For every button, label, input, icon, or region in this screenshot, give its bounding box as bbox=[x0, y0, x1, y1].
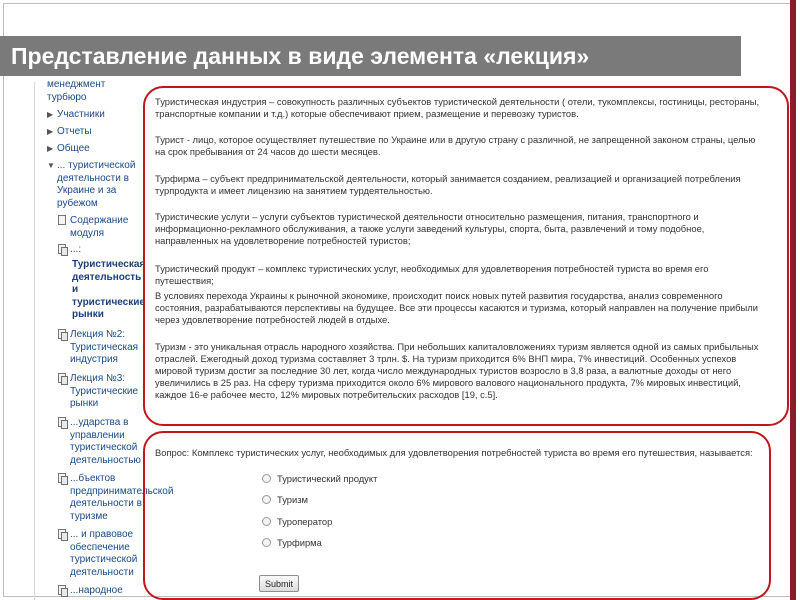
sidebar-item-label: Содержание модуля bbox=[70, 215, 129, 239]
lecture-icon bbox=[57, 373, 68, 386]
sidebar-item-general[interactable] bbox=[47, 143, 143, 156]
sidebar-item-management[interactable] bbox=[47, 79, 143, 92]
quiz-option-label: Туристический продукт bbox=[277, 473, 378, 484]
title-bar bbox=[0, 36, 741, 76]
sidebar-item-label: ... и правовое обеспечение туристической деятельности bbox=[70, 529, 138, 578]
sidebar-item-label: ...: bbox=[70, 244, 82, 255]
sidebar-item-label: ...бъектов предпринимательской деятельности в туризме bbox=[70, 473, 174, 522]
quiz-option-label: Туроператор bbox=[277, 516, 333, 527]
sidebar-item-label: Туристическая деятельность и туристические рынки bbox=[72, 259, 146, 320]
submit-button[interactable]: Submit bbox=[259, 575, 299, 592]
expand-arrow-icon[interactable]: ▶ bbox=[47, 144, 54, 153]
sidebar-item-module[interactable] bbox=[47, 160, 143, 210]
lecture-icon bbox=[57, 585, 68, 598]
expand-arrow-icon[interactable]: ▶ bbox=[47, 110, 54, 119]
sidebar-item-participants[interactable] bbox=[47, 109, 143, 122]
document-icon bbox=[57, 215, 68, 228]
lecture-paragraph: Турист - лицо, которое осуществляет путешествие по Украине или в другую страну с различной, не запрещенной законом страны, целью на срок пребывания от 24 часов до шести месяцев. bbox=[155, 134, 756, 157]
sidebar-item-lecture-5[interactable] bbox=[57, 473, 174, 523]
sidebar-item-tourbureau[interactable] bbox=[47, 92, 143, 105]
lecture-icon bbox=[57, 417, 68, 430]
quiz-question: Вопрос: Комплекс туристических услуг, необходимых для удовлетворения потребностей туриста во время его путешествия, называется: bbox=[155, 447, 753, 458]
sidebar-item-label: ... туристической деятельности в Украине и за рубежом bbox=[57, 160, 136, 209]
sidebar-item-label: ...ударства в управлении туристической деятельностью bbox=[70, 417, 141, 466]
sidebar-item-label: турбюро bbox=[47, 92, 87, 103]
sidebar-item-label: ...народное bbox=[70, 585, 123, 596]
quiz-option-label: Турфирма bbox=[277, 537, 322, 548]
lecture-paragraph: Туризм - это уникальная отрасль народного хозяйства. При небольших капиталовложениях туризм является одной из самых прибыльных отраслей. Ежегодный доход туризма составляет 3 трлн. $. На туризм приходится 6% ВНП мира, 7% инвестиций. Особенных успехов мировой туризм достиг за последние 30 лет, когда число международных туристов возросло в 3,8 раза, а валютные доходы от него увеличились в 25 раз. На сферу туризма приходится около 6% мирового валового национального продукта, 7% мировых инвестиций, каждое 16-е рабочее место, 12% мировых потребительских расходов [19, с.5]. bbox=[155, 341, 759, 400]
sidebar-item-lecture-1-title[interactable] bbox=[72, 259, 144, 322]
sidebar-item-label: Общее bbox=[57, 143, 90, 154]
lecture-icon bbox=[57, 473, 68, 486]
lecture-paragraph: В условиях перехода Украины к рыночной экономике, происходит поиск новых путей развития государства, анализ современного состояния, разрабатываются перспективы на будущее. Все эти процессы касаются и туризма, который направлен на получение прибыли через удовлетворение потребностей людей в отдыхе. bbox=[155, 290, 758, 325]
collapse-arrow-icon[interactable]: ▼ bbox=[47, 161, 55, 170]
sidebar-item-lecture-1[interactable] bbox=[57, 244, 143, 257]
right-accent-bar bbox=[790, 0, 796, 600]
sidebar-item-lecture-3[interactable] bbox=[57, 373, 143, 411]
sidebar-item-label: Отчеты bbox=[57, 126, 92, 137]
lecture-highlight-frame bbox=[143, 86, 789, 426]
course-sidebar bbox=[34, 79, 174, 600]
sidebar-item-lecture-4[interactable] bbox=[57, 417, 143, 467]
sidebar-item-label: менеджмент bbox=[47, 79, 106, 90]
expand-arrow-icon[interactable]: ▶ bbox=[47, 127, 54, 136]
sidebar-item-contents[interactable] bbox=[57, 215, 143, 240]
sidebar-item-label: Участники bbox=[57, 109, 105, 120]
sidebar-item-lecture-7[interactable] bbox=[57, 585, 143, 598]
sidebar-item-lecture-2[interactable] bbox=[57, 329, 143, 367]
lecture-paragraph: Турфирма – субъект предпринимательской деятельности, который занимается созданием, реализацией и организацией потребления турпродукта и имеет лицензию на занятием турдеятельностью. bbox=[155, 173, 741, 196]
lecture-icon bbox=[57, 329, 68, 342]
lecture-icon bbox=[57, 244, 68, 257]
lecture-paragraph: Туристические услуги – услуги субъектов туристической деятельности относительно размещения, питания, транспортного и информационно-рекламного обслуживания, а также услуги заведений культуры, спорта, быта, развлечений и тому подобное, направленных на удовлетворение потребностей туристов; bbox=[155, 211, 705, 246]
sidebar-item-label: Лекция №2: Туристическая индустрия bbox=[70, 329, 139, 365]
quiz-option-label: Туризм bbox=[277, 494, 308, 505]
sidebar-item-reports[interactable] bbox=[47, 126, 143, 139]
lecture-paragraph: Туристическая индустрия – совокупность различных субъектов туристической деятельности ( отели, тукомплексы, гостиницы, рестораны, транспортные компании и т.д.) которые обеспечивают прием, размещение и перевозку туристов. bbox=[155, 96, 760, 119]
lecture-icon bbox=[57, 529, 68, 542]
quiz-highlight-frame bbox=[143, 431, 771, 600]
sidebar-item-label: Лекция №3: Туристические рынки bbox=[70, 373, 139, 409]
sidebar-item-lecture-6[interactable] bbox=[57, 529, 143, 579]
page-title: Представление данных в виде элемента «лекция» bbox=[11, 43, 590, 69]
lecture-paragraph: Туристический продукт – комплекс туристических услуг, необходимых для удовлетворения потребностей туриста во время его путешествия; bbox=[155, 263, 709, 286]
